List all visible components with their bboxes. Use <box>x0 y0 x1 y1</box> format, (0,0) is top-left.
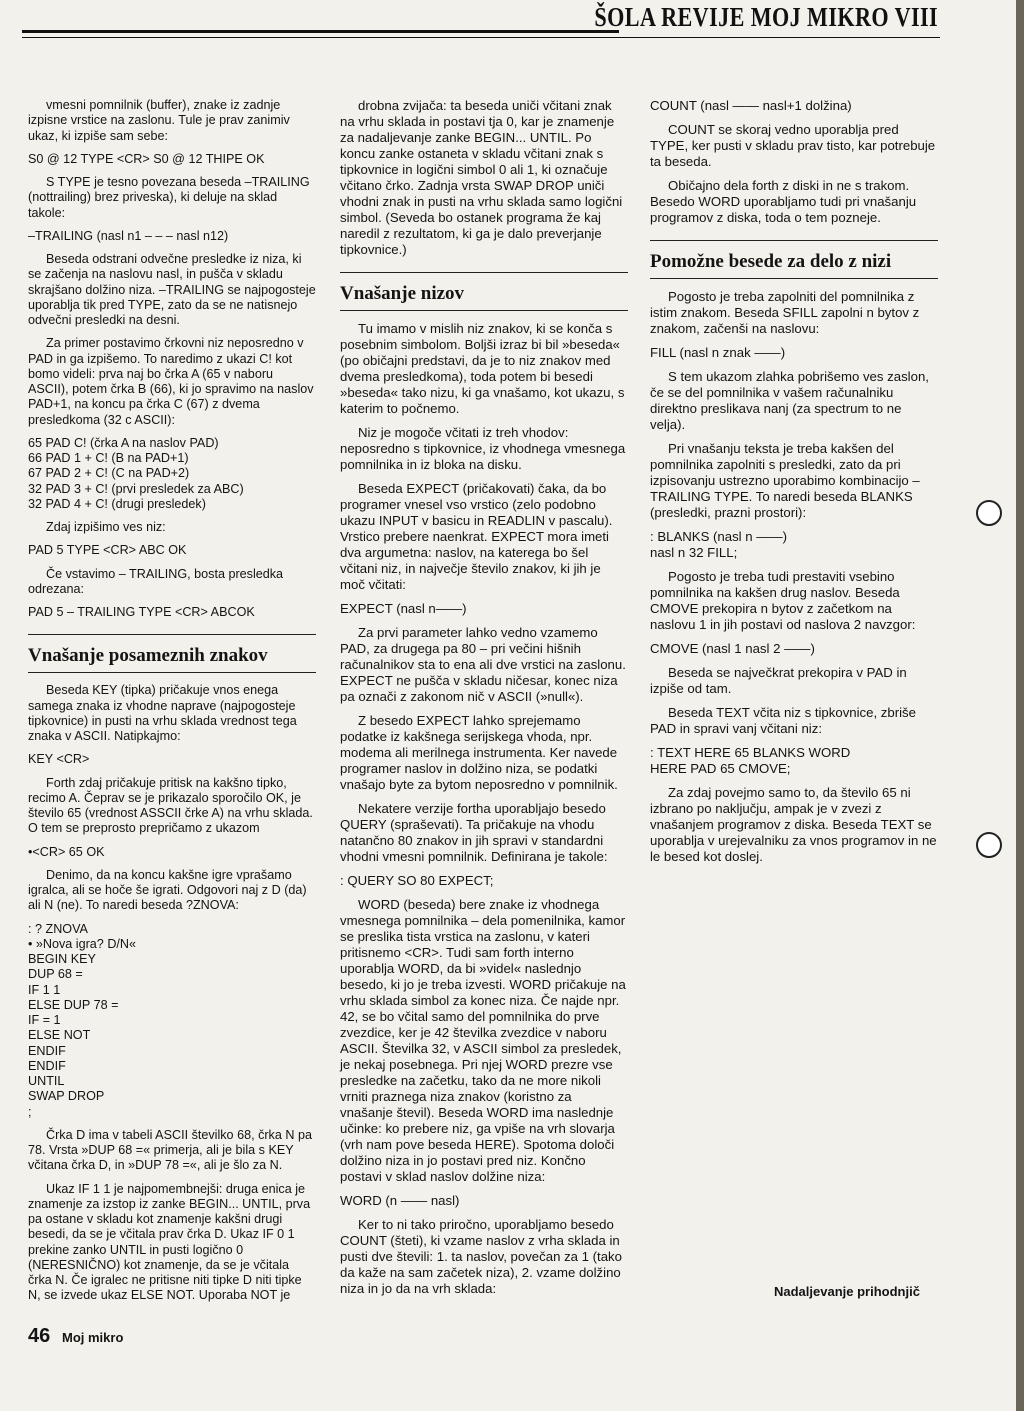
code-line: DUP 68 = <box>28 967 83 982</box>
code-line: ENDIF <box>28 1043 66 1058</box>
code-line: ELSE NOT <box>28 1028 91 1043</box>
code-listing <box>28 152 316 167</box>
heading-rule <box>650 278 938 279</box>
code-line: IF 1 1 <box>28 982 61 997</box>
section-divider <box>650 240 938 241</box>
code-line: 67 PAD 2 + C! (C na PAD+2) <box>28 466 190 481</box>
magazine-name: Moj mikro <box>62 1330 124 1345</box>
binder-hole-icon <box>976 832 1002 858</box>
column-2 <box>340 98 628 1305</box>
paragraph: Beseda EXPECT (pričakovati) čaka, da bo programer vnesel vso vrstico (zelo podobno ukazu INPUT v basicu in READLIN v pascalu). Vrstico prebere naenkrat. EXPECT mora imeti dva argumetna: naslov, na katerega bo šel včitani niz, in največje število znakov, ki jih je moč včitati: <box>340 481 613 592</box>
code-listing <box>650 98 938 114</box>
paragraph: Ukaz IF 1 1 je najpomembnejši: druga enica je znamenje za izstop iz zanke BEGIN... UNTIL, prva pa ostane v skladu kot znamenje kakšni drugi besedi, da se je včitala prav črka D. Ukaz IF 0 1 prekine zanko UNTIL in pusti logično 0 (NERESNIČNO) kot znamenje, da se je včitala črka N. Če igralec ne pritisne niti tipke D niti tipke N, se izvede ukaz ELSE NOT. Uporaba NOT je <box>28 1181 311 1303</box>
section-heading-block <box>340 283 628 311</box>
paragraph: Običajno dela forth z diski in ne s trakom. Besedo WORD uporabljamo tudi pri vnašanju programov z diska, toda o tem pozneje. <box>650 178 917 225</box>
paragraph: S TYPE je tesno povezana beseda –TRAILING (nottrailing) brez priveska), ki deluje na sklad takole: <box>28 175 310 220</box>
code-listing <box>650 345 938 361</box>
paragraph: Črka D ima v tabeli ASCII številko 68, črka N pa 78. Vrsta »DUP 68 =« primerja, ali je bila s KEY včitana črka D, in »DUP 78 =«, ali je šlo za N. <box>28 1127 312 1173</box>
paragraph: Za primer postavimo črkovni niz neposredno v PAD in ga izpišemo. To naredimo z ukazi C! kot bomo videli: prva naj bo črka A (65 v naboru ASCII), potem črka B (66), ki jo spravimo na naslov PAD+1, na koncu pa črka C (67) z dvema presledkoma (32 c ASCII): <box>28 336 314 427</box>
code-listing <box>340 601 628 617</box>
code-line: S0 @ 12 TYPE <CR> S0 @ 12 THIPE OK <box>28 151 265 166</box>
header-rule-thin <box>22 37 940 38</box>
code-listing <box>650 529 938 561</box>
code-line: COUNT (nasl —— nasl+1 dolžina) <box>650 98 852 113</box>
code-line: 32 PAD 3 + C! (prvi presledek za ABC) <box>28 481 244 496</box>
code-line: IF = 1 <box>28 1013 61 1027</box>
paragraph: Pri vnašanju teksta je treba kakšen del pomnilnika zapolniti s presledki, zato da pri izpisovanju ustrezno uporabimo kombinacijo – TRAILING TYPE. To naredi beseda BLANKS (presledki, prazni prostori): <box>650 441 920 520</box>
code-listing <box>28 845 316 860</box>
code-line: UNTIL <box>28 1074 65 1088</box>
code-listing <box>340 1193 628 1209</box>
binder-hole-icon <box>976 500 1002 526</box>
paragraph: drobna zvijača: ta beseda uniči včitani znak na vrhu sklada in postavi tja 0, kar je znamenje za nadaljevanje zanke BEGIN... UNTIL. Po koncu zanke ostaneta v skladu včitani znak s tipkovnice in logični simbol 0 ali 1, ki označuje včitano črko. Zadnja vrsta SWAP DROP uniči vhodni znak in pusti na vrhu sklada samo logični simbol. (Seveda bo ostanek programa že kaj naredil z rezultatom, ki ga je dalo preverjanje tipkovnice.) <box>340 98 623 257</box>
code-listing <box>650 745 938 777</box>
section-divider <box>340 272 628 273</box>
header-rule <box>22 30 619 33</box>
section-divider <box>28 634 316 635</box>
section-heading: Pomožne besede za delo z nizi <box>650 251 892 272</box>
code-line: 65 PAD C! (črka A na naslov PAD) <box>28 435 219 450</box>
paragraph: Beseda KEY (tipka) pričakuje vnos enega samega znaka iz vhodne naprave (najpogosteje tipkovnice) in pusti na vrhu sklada vrednost tega znaka v ASCII. Natipkajmo: <box>28 683 297 743</box>
code-listing <box>28 752 316 767</box>
paragraph: Nekatere verzije fortha uporabljajo besedo QUERY (spraševati). Ta pričakuje na vhodu natančno 80 znakov in jih spravi v standardni vhodni vmesni pomnilnik. Definirana je takole: <box>340 801 608 864</box>
code-line: HERE PAD 65 CMOVE; <box>650 761 791 776</box>
code-line: ; <box>28 1104 32 1119</box>
section-heading: Vnašanje nizov <box>340 283 465 304</box>
heading-rule <box>340 310 628 311</box>
code-listing <box>340 873 628 889</box>
page-header-title: ŠOLA REVIJE MOJ MIKRO VIII <box>594 2 938 32</box>
continued-note: Nadaljevanje prihodnjič <box>774 1284 920 1299</box>
section-heading-block <box>650 251 938 279</box>
page-number: 46 <box>28 1325 51 1347</box>
code-line: : ? ZNOVA <box>28 921 88 936</box>
paragraph: Beseda odstrani odvečne presledke iz niza, ki se začenja na naslovu nasl, in pušča v skladu skrajšano dolžino niza. –TRAILING se najpogosteje uporablja tik pred TYPE, zato da se ne natisnejo odvečni presledki na desni. <box>28 252 316 327</box>
paragraph: Beseda TEXT včita niz s tipkovnice, zbriše PAD in spravi vanj včitani niz: <box>650 705 916 736</box>
paragraph: S tem ukazom zlahka pobrišemo ves zaslon, če se del pomnilnika v vašem računalniku direktno preslikava nanj (za spectrum to ne velja). <box>650 369 929 432</box>
paragraph: Ker to ni tako priročno, uporabljamo besedo COUNT (šteti), ki vzame naslov z vrha sklada in pusti dve števili: 1. ta naslov, povečan za 1 (tako da kaže na sam začetek niza), 2. vzame dolžino niza in jo da na vrh sklada: <box>340 1217 622 1296</box>
code-line: PAD 5 TYPE <CR> ABC OK <box>28 543 187 558</box>
column-3 <box>650 98 938 873</box>
code-line: –TRAILING (nasl n1 – – – nasl n12) <box>28 228 229 243</box>
paragraph: Za zdaj povejmo samo to, da število 65 ni izbrano po naključju, ampak je v zvezi z vnašanjem programov z diska. Beseda TEXT se uporablja v urejevalniku za vnos programov in ne le besed kot doslej. <box>650 785 937 864</box>
code-listing <box>650 641 938 657</box>
code-line: FILL (nasl n znak ——) <box>650 345 786 360</box>
paragraph: Forth zdaj pričakuje pritisk na kakšno tipko, recimo A. Čeprav se je prikazalo sporočilo OK, je število 65 (vrednost ASSCII črke A) na vrhu sklada. O tem se preprosto prepričamo z ukazom <box>28 775 313 836</box>
paragraph: Beseda se največkrat prekopira v PAD in izpiše od tam. <box>650 665 907 696</box>
code-listing <box>28 605 316 620</box>
paragraph: Tu imamo v mislih niz znakov, ki se konča s posebnim simbolom. Boljši izraz bi bil »beseda« (po običajni predstavi, da je to niz znakov med dvema presledkoma), toda potem bi besedi »beseda« tako nizu, ki ga vnašamo, kot ukazu, s katerim to počnemo. <box>340 321 625 416</box>
code-line: : TEXT HERE 65 BLANKS WORD <box>650 745 851 760</box>
code-line: EXPECT (nasl n——) <box>340 601 467 616</box>
code-line: ENDIF <box>28 1058 66 1073</box>
code-line: PAD 5 – TRAILING TYPE <CR> ABCOK <box>28 605 255 619</box>
paragraph: Pogosto je treba zapolniti del pomnilnika z istim znakom. Beseda SFILL zapolni n bytov z znakom, začenši na naslovu: <box>650 289 920 336</box>
paragraph: Denimo, da na koncu kakšne igre vprašamo igralca, ali se hoče še igrati. Odgovori naj z D (da) ali N (ne). To naredi beseda ?ZNOVA: <box>28 867 307 913</box>
column-1 <box>28 98 316 1312</box>
paragraph: Z besedo EXPECT lahko sprejemamo podatke iz kakšnega serijskega vhoda, npr. modema ali merilnega instrumenta. Ker navede programer naslov in dolžino niza, se podatki vnašajo byte za bytom neposredno v pomnilnik. <box>340 713 618 792</box>
code-line: KEY <CR> <box>28 752 90 767</box>
code-line: CMOVE (nasl 1 nasl 2 ——) <box>650 641 815 656</box>
page-edge <box>1016 0 1024 1411</box>
code-line: 32 PAD 4 + C! (drugi presledek) <box>28 496 206 511</box>
section-heading: Vnašanje posameznih znakov <box>28 645 268 667</box>
paragraph: WORD (beseda) bere znake iz vhodnega vmesnega pomnilnika – dela pomenilnika, kamor se preslika tista vrstica na zaslonu, v kateri pritisnemo <CR>. Tudi sam forth interno uporablja WORD, da bi »videl« naslednjo besedo, ki jo je treba izvesti. WORD pričakuje na vrhu sklada simbol za konec niza. Če najde npr. 42, se bo včital samo del pomnilnika do prve zvezdice, ker je 42 številka zvezdice v naboru ASCII. Številka 32, v ASCII simbol za presledek, je nekaj posebnega. Pri njej WORD prezre vse presledke na začetku, tako da ne more nikoli vrniti praznega niza znakov (koristno za vnašanje števil). Beseda WORD ima naslednje učinke: ko prebere niz, ga vpiše na vrh slovarja (vrh nam pove beseda HERE). Spotoma določi dolžino niza in jo postavi pred niz. Končno postavi v sklad naslov dolžine niza: <box>340 897 626 1184</box>
code-line: : QUERY SO 80 EXPECT; <box>340 873 494 888</box>
paragraph: Zdaj izpišimo ves niz: <box>46 520 166 534</box>
code-line: BEGIN KEY <box>28 952 96 966</box>
paragraph: COUNT se skoraj vedno uporablja pred TYPE, ker pusti v skladu prav tisto, kar potrebuje ta beseda. <box>650 122 936 169</box>
code-line: WORD (n —— nasl) <box>340 1193 460 1208</box>
code-line: nasl n 32 FILL; <box>650 545 738 560</box>
section-heading-block <box>28 645 316 673</box>
code-listing <box>28 436 316 512</box>
code-listing <box>28 229 316 244</box>
code-line: • »Nova igra? D/N« <box>28 936 137 951</box>
paragraph: Pogosto je treba tudi prestaviti vsebino pomnilnika na kakšen drug naslov. Beseda CMOVE prekopira n bytov z začetkom na naslovu 1 in jih postavi od naslova 2 navzgor: <box>650 569 916 632</box>
code-line: ELSE DUP 78 = <box>28 997 119 1012</box>
code-listing <box>28 543 316 558</box>
paragraph: Za prvi parameter lahko vedno vzamemo PAD, za drugega pa 80 – pri večini hišnih računalnikov sta to ena ali dve vrstici na zaslonu. EXPECT ne pušča v skladu ničesar, konec niza pa označi z zakonom nič v ASCII (»null«). <box>340 625 626 704</box>
code-line: : BLANKS (nasl n ——) <box>650 529 788 544</box>
code-line: •<CR> 65 OK <box>28 844 105 859</box>
code-line: SWAP DROP <box>28 1089 105 1104</box>
paragraph: vmesni pomnilnik (buffer), znake iz zadnje izpisne vrstice na zaslonu. Tule je prav zanimiv ukaz, ki izpiše sam sebe: <box>28 98 290 143</box>
paragraph: Če vstavimo – TRAILING, bosta presledka odrezana: <box>28 566 284 596</box>
heading-rule <box>28 672 316 673</box>
code-listing <box>28 922 316 1120</box>
code-line: 66 PAD 1 + C! (B na PAD+1) <box>28 451 189 465</box>
paragraph: Niz je mogoče včitati iz treh vhodov: neposredno s tipkovnice, iz vhodnega vmesnega pomnilnika in iz bloka na disku. <box>340 425 626 472</box>
